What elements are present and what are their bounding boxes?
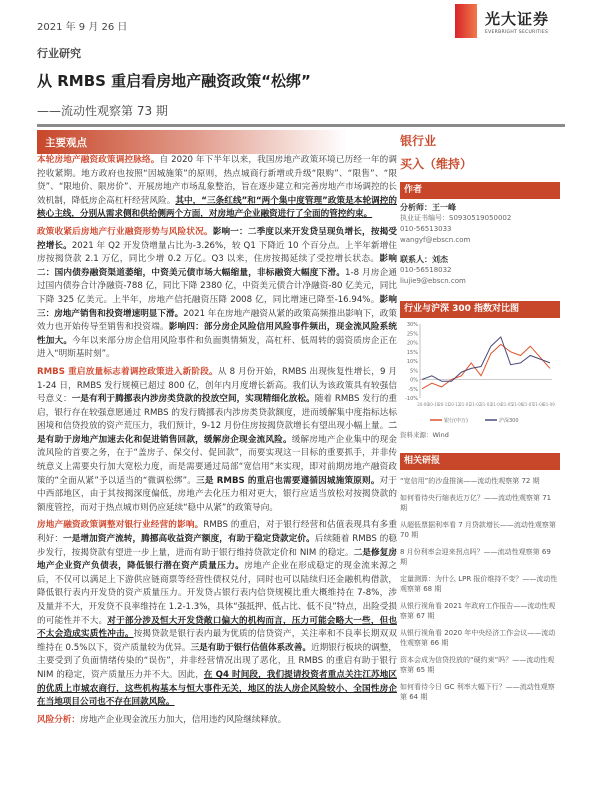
x-tick-label: 21-02 (469, 402, 482, 407)
series-line-0 (422, 344, 550, 388)
chart-source: 资料来源：Wind (400, 431, 449, 439)
y-tick-label: 15% (406, 349, 418, 356)
analyst-cert: 执业证书编号：S0930519050002 (400, 214, 512, 222)
rating-label: 买入（维持） (400, 157, 473, 171)
main-body (37, 154, 397, 731)
author-header: 作者 (400, 182, 560, 199)
paragraph-text: 随着 RMBS 发行的重启，银行存在较强意愿通过 RMBS 的发行腾挪表内涉房类贷款额度，进而缓解集中度指标达标困境和信贷投放的资产荒压力，我们预计，9-12 月份住房按揭贷款增长有望出现小幅上量。 (37, 394, 397, 432)
x-tick-label: 21-05 (501, 402, 513, 407)
x-tick-label: 21-08 (532, 402, 545, 407)
paragraph-heading: 本轮房地产融资政策调控脉络。 (37, 155, 160, 165)
y-tick-label: -10% (405, 396, 418, 402)
y-tick-label: 30% (406, 322, 418, 328)
paragraph-text: 对于部分涉及恒大开发贷敞口偏大的机构而言，压力可能会略大一些，但也不太会造成实质性冲击。 (37, 615, 397, 640)
paragraph-text: 房地产企业在形成稳定的现金流来源之后，不仅可以满足上下游供应链商票等经营性债权兑付，同时也可以陆续归还金融机构借款，降低银行表内开发贷的资产质量压力。开发贷占银行表内信贷规模比重大概维持在 7-8%，涉及量并不大，开发贷不良率维持在 1.2-1.3%，具体“强抵押、低占比、低不良”特点，出险受损的可能性并不大。 (37, 561, 397, 626)
related-report-link[interactable]: “宽信用”的沙盘推演——流动性观察第 72 期 (400, 477, 540, 485)
y-tick-label: 20% (406, 340, 418, 347)
related-report-link[interactable]: 资本会成为信贷投放的“硬约束”吗？——流动性观察第 65 期 (400, 655, 555, 674)
paragraph-text: 近期银行板块的调整，主要受到了负面情绪传染的“误伤”，并非经营情况出现了恶化，且 RMBS 的重启有助于银行 NIM 的稳定，资产质量压力并不大。因此， (37, 642, 397, 680)
logo-mark-icon (455, 4, 477, 38)
paragraph-text: 从 8 月份开始，RMBS 出现恢复性增长，9 月 1-24 日，RMBS 发行规模已超过 800 亿，创年内月度增长新高。我们认为该政策具有较强信号意义： (37, 366, 398, 405)
legend-label: 银行(申万) (444, 418, 468, 424)
sidebar (400, 132, 560, 703)
paragraph-text: 一是增加资产流转，腾挪高收益资产额度，有助于稳定贷款定价。 (63, 534, 315, 545)
x-tick-label: 20-09 (417, 402, 429, 407)
logo-text: 光大证券 (485, 10, 550, 28)
contact-info (400, 254, 560, 287)
paragraph-text: 在 Q4 时间段，我们提请投资者重点关注江苏地区的优质上市城农商行，这些机构基本与恒大事件无关，地区的法人房企风险较小、全国性房企在当地项目公司也不存在回款风险。 (37, 669, 397, 708)
paragraph-text: 按揭贷款是银行表内最为优质的信贷资产，关注率和不良率长期双双维持在 0.5%以下，资产质量较为优异。 (37, 629, 397, 653)
related-list (400, 476, 560, 703)
paragraph-text: 自 2020 年下半年以来，我国房地产政策环境已历经一年的调控收紧期。地方政府也按照“因城施策”的原则，热点城商行新增或升级“限购”、“限售”、“限贷”、“限地价、限房价”、开展房地产市场乱象整治，旨在逐步建立和完善房地产市场调控的长效机制，降低房企高杠杆经营风险。 (37, 155, 397, 206)
paragraph (37, 226, 397, 362)
chart-header: 行业与沪深 300 指数对比图 (400, 301, 560, 318)
paragraph-text: 对于中西部地区，由于其按揭深度偏低，房地产去化压力相对更大，银行应适当放松对按揭贷款的额度管控，而对于热点城市则仍应延续“稳中从紧”的政策导向。 (37, 475, 397, 513)
contact-phone: 010-56518032 (400, 266, 452, 274)
contact-email[interactable]: liujie9@ebscn.com (400, 277, 466, 285)
section-header (37, 130, 347, 154)
y-tick-label: 5% (410, 368, 418, 375)
x-tick-label: 20-11 (438, 402, 450, 407)
paragraph-text: 影响一：二季度以来开发贷呈现负增长，按揭受控增长。 (37, 226, 397, 251)
paragraph-text: 缓解房地产企业集中的现金流风险的首要之务，在于“盖房子、保交付、促回款”，而要实现这一目标的重要抓手，并非传统意义上需要央行加大宽松力度，而是需要通过局部“宽信用”来实现，即对前期房地产融资政策的“全面从紧”予以适当的“微调松绑”。 (37, 434, 397, 486)
paragraph-text: 房地产企业现金流压力加大，信用违约风险继续释放。 (79, 714, 287, 725)
paragraph (37, 714, 397, 728)
paragraph-text: 三是 RMBS 的重启也需要遵循因城施策原则。 (196, 475, 380, 486)
paragraph-heading: RMBS 重启放量标志着调控政策进入新阶段。 (37, 366, 218, 377)
paragraph-text: 1-8 月房企通过国内债券合计净融资-788 亿，同比下降 2380 亿，中资美元债合计净融资-80 亿美元，同比下降 325 亿美元。上半年，房地产信托融资压降 2008 亿，同比增速已降至-16.94%。 (37, 267, 397, 305)
x-tick-label: 20-12 (448, 402, 461, 407)
y-tick-label: 25% (406, 331, 418, 338)
paragraph (37, 366, 397, 516)
paragraph-text: 其中，“三条红线”和“两个集中度管理”政策是本轮调控的核心主线，分别从需求侧和供给侧两个方面，对房地产企业融资进行了全面的管控约束。 (37, 195, 397, 220)
related-report-link[interactable]: 从超低票据利率看 7 月贷款增长——流动性观察第 70 期 (400, 520, 556, 539)
divider (37, 124, 565, 127)
paragraph-text: 三是有助于银行估值体系改善。 (190, 642, 311, 653)
paragraph-text: 2021 年 Q2 开发贷增量占比为-3.26%，较 Q1 下降近 10 个百分点。上半年新增住房按揭贷款 2.1 万亿，同比少增 0.2 万亿。Q3 以来，住房按揭延续了受控增长状态。 (37, 240, 397, 265)
analyst-phone: 010-56513033 (400, 225, 452, 233)
paragraph-text: 后续随着 RMBS 的稳步发行，按揭贷款有望进一步上量，进而有助于银行维持贷款定价和 NIM 的稳定。 (37, 534, 397, 558)
related-report-link[interactable]: 8 月份利率会迎来拐点吗？——流动性观察第 69 期 (400, 547, 551, 566)
paragraph-text: 二是修复房地产企业资产负债表，降低银行潜在资产质量压力。 (37, 547, 397, 572)
analyst-email[interactable]: wangyf@ebscn.com (400, 236, 471, 244)
analyst-name: 分析师：王一峰 (400, 203, 456, 212)
related-report-link[interactable]: 如何看待今日 GC 利率大幅下行？——流动性观察第 64 期 (400, 682, 555, 701)
x-tick-label: 21-03 (480, 402, 492, 407)
report-subtitle: ——流动性观察第 73 期 (37, 104, 168, 118)
paragraph-text: 二是有助于房地产加速去化和促进销售回款，缓解房企现金流风险。 (37, 421, 397, 445)
report-title: 从 RMBS 重启看房地产融资政策“松绑” (37, 72, 311, 90)
paragraph-text: 影响二：国内债券融资渠道萎缩，中资美元债市场大幅缩量，非标融资大幅度下滑。 (37, 254, 397, 278)
related-header: 相关研报 (400, 453, 560, 470)
paragraph-heading: 政策收紧后房地产行业融资形势与风险状况。 (37, 226, 213, 237)
index-comparison-chart (400, 318, 560, 428)
x-tick-label: 21-09 (543, 402, 555, 407)
paragraph (37, 154, 397, 222)
contact-name: 联系人：刘杰 (400, 255, 448, 264)
related-report-link[interactable]: 如何看待央行缩表近万亿？——流动性观察第 71 期 (400, 493, 552, 512)
paragraph-text: RMBS 的重启，对于银行经营和估值表现具有多重利好： (37, 520, 397, 545)
x-tick-label: 21-01 (459, 402, 471, 407)
industry-label: 银行业 (400, 134, 437, 148)
related-report-link[interactable]: 从银行视角看 2021 年政府工作报告——流动性观察第 67 期 (400, 601, 556, 620)
y-tick-label: 10% (406, 359, 418, 365)
x-tick-label: 21-06 (511, 402, 524, 407)
y-tick-label: 0% (410, 377, 418, 384)
report-category: 行业研究 (37, 47, 81, 60)
paragraph-text: 2021 年在房地产融资从紧的政策高频推出影响下，政策效力也开始传导至销售和投资端。 (37, 308, 397, 333)
series-line-1 (422, 337, 550, 381)
section-title: 主要观点 (45, 137, 87, 149)
analyst-info (400, 202, 560, 246)
related-report-link[interactable]: 定量测算：为什么 LPR 报价维持不变？——流动性观察第 68 期 (400, 574, 558, 593)
x-tick-label: 20-10 (427, 402, 440, 407)
paragraph-heading: 风险分析： (37, 714, 80, 725)
related-report-link[interactable]: 从银行视角看 2020 年中央经济工作会议——流动性观察第 66 期 (400, 628, 556, 647)
company-logo (455, 4, 565, 40)
paragraph-text: 影响三：房地产销售和投资增速明显下滑。 (37, 294, 397, 319)
paragraph-text: 一是有利于腾挪表内涉房类贷款的投放空间，实现精细化放松。 (71, 394, 315, 405)
paragraph (37, 519, 397, 709)
paragraph-text: 今年以来部分房企信用风险事件和负面舆情频发，高杠杆、低周转的弱资质房企正在进入“明斯基时刻”。 (37, 335, 397, 360)
report-date: 2021 年 9 月 26 日 (37, 22, 128, 33)
x-tick-label: 21-07 (522, 402, 534, 407)
legend-label: 沪深300 (499, 418, 519, 424)
y-tick-label: -5% (408, 386, 418, 393)
paragraph-text: 影响四：部分房企风险信用风险事件频出，现金流风险系统性加大。 (37, 322, 397, 346)
paragraph-heading: 房地产融资政策调整对银行业经营的影响。 (37, 520, 204, 531)
x-tick-label: 21-04 (490, 402, 503, 407)
logo-subtext: EVERBRIGHT SECURITIES (485, 30, 549, 35)
